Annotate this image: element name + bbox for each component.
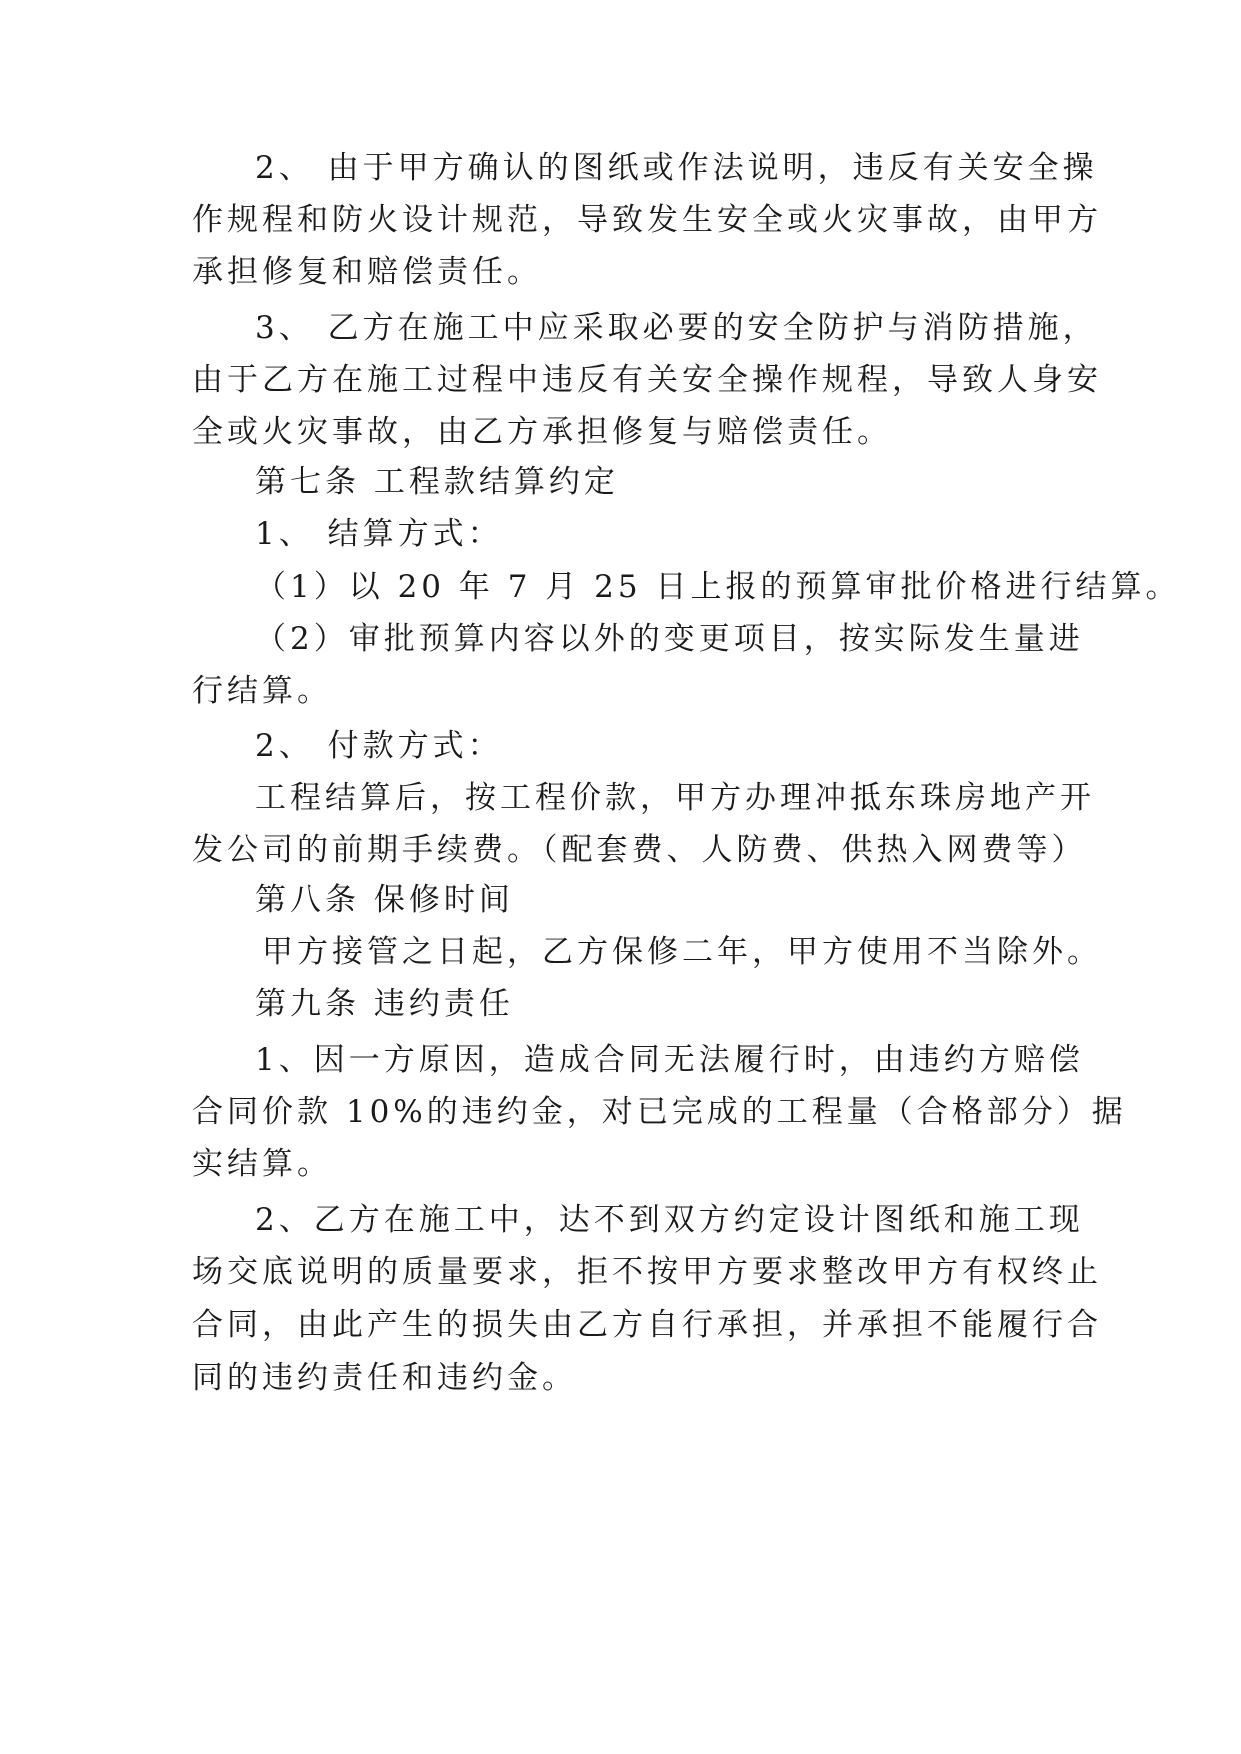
paragraph-line: 同的违约责任和违约金。	[192, 1360, 577, 1396]
paragraph-line: 发公司的前期手续费。（配套费、人防费、供热入网费等）	[192, 832, 1087, 868]
paragraph-line: 1、因一方原因，造成合同无法履行时，由违约方赔偿	[255, 1042, 1084, 1078]
paragraph-line: 2、乙方在施工中，达不到双方约定设计图纸和施工现	[255, 1202, 1084, 1238]
section-heading: 第七条 工程款结算约定	[255, 464, 619, 500]
paragraph-line: 合同价款 10%的违约金，对已完成的工程量（合格部分）据	[192, 1094, 1127, 1130]
paragraph-line: 2、 由于甲方确认的图纸或作法说明，违反有关安全操	[255, 150, 1098, 186]
paragraph-line: 实结算。	[192, 1146, 332, 1182]
paragraph-line: 行结算。	[192, 673, 332, 709]
paragraph-line: 3、 乙方在施工中应采取必要的安全防护与消防措施，	[255, 310, 1098, 346]
section-heading: 第八条 保修时间	[255, 882, 514, 918]
paragraph-line: 合同，由此产生的损失由乙方自行承担，并承担不能履行合	[192, 1307, 1102, 1343]
paragraph-line: 承担修复和赔偿责任。	[192, 254, 542, 290]
paragraph-line: 作规程和防火设计规范，导致发生安全或火灾事故，由甲方	[192, 202, 1102, 238]
paragraph-line: （2）审批预算内容以外的变更项目，按实际发生量进	[255, 621, 1084, 657]
paragraph-line: 由于乙方在施工过程中违反有关安全操作规程，导致人身安	[192, 362, 1102, 398]
paragraph-line: 2、 付款方式：	[255, 728, 503, 764]
paragraph-line: 1、 结算方式：	[255, 516, 503, 552]
paragraph-line: 全或火灾事故，由乙方承担修复与赔偿责任。	[192, 414, 892, 450]
paragraph-line: （1）以 20 年 7 月 25 日上报的预算审批价格进行结算。	[255, 569, 1181, 605]
section-heading: 第九条 违约责任	[255, 986, 514, 1022]
paragraph-line: 甲方接管之日起，乙方保修二年，甲方使用不当除外。	[262, 934, 1102, 970]
paragraph-line: 工程结算后，按工程价款，甲方办理冲抵东珠房地产开	[255, 780, 1095, 816]
paragraph-line: 场交底说明的质量要求，拒不按甲方要求整改甲方有权终止	[192, 1254, 1102, 1290]
